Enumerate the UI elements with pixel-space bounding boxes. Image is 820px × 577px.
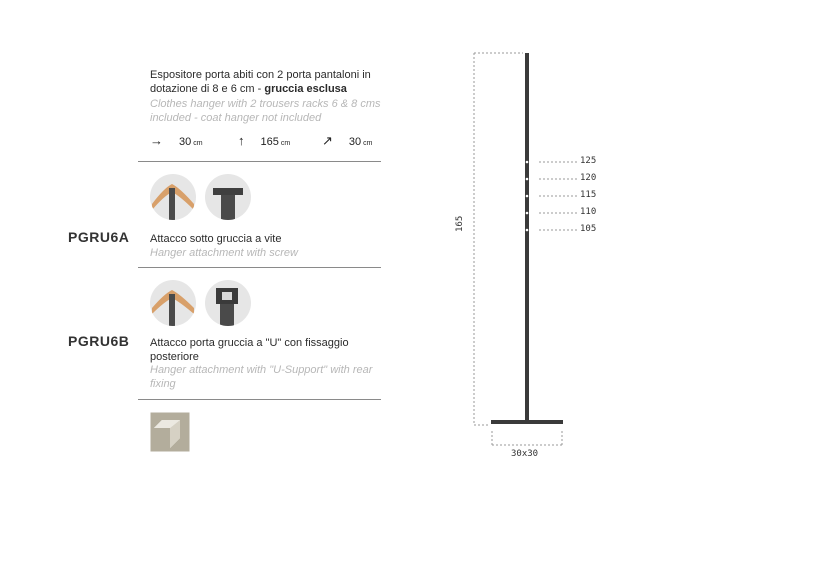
dimension-height-unit: cm: [280, 140, 291, 147]
dimension-depth-value: 30: [348, 136, 362, 148]
dimension-width-value: 30: [179, 136, 192, 148]
technical-drawing: [455, 45, 605, 465]
pole: [525, 53, 529, 421]
variant-b-italian: Attacco porta gruccia a "U" con fissaggio posteriore: [150, 337, 349, 363]
finish-swatch-icon: [150, 412, 190, 452]
divider-3: [138, 399, 381, 400]
dimension-width-unit: cm: [193, 140, 203, 147]
base-label: 30x30: [511, 449, 539, 459]
dimension-depth: [322, 133, 373, 149]
level-markers: [526, 161, 579, 232]
dimension-height-value: 165: [260, 136, 279, 148]
description-italian-bold: gruccia esclusa: [264, 83, 347, 95]
description-italian: [150, 68, 385, 96]
variant-a-english: Hanger attachment with screw: [150, 247, 298, 259]
level-label: 125: [580, 156, 597, 166]
wooden-hanger-icon: [150, 280, 196, 326]
level-label: 110: [580, 207, 597, 217]
level-dot: [526, 212, 529, 215]
base: [491, 420, 563, 424]
level-label: 105: [580, 224, 597, 234]
variant-a-italian: Attacco sotto gruccia a vite: [150, 233, 282, 245]
dimension-width: [150, 133, 203, 148]
description-italian-text: Espositore porta abiti con 2 porta pantaloni in dotazione di 8 e 6 cm -: [150, 69, 371, 95]
screw-mount-icon: [205, 174, 251, 220]
dimension-depth-unit: cm: [363, 140, 373, 147]
variant-b-english: Hanger attachment with "U-Support" with rear fixing: [150, 364, 373, 390]
level-dot: [526, 161, 529, 164]
hanger-wood-thumbnail-b: [150, 280, 196, 326]
divider-2: [138, 267, 381, 268]
wooden-hanger-icon: [150, 174, 196, 220]
hanger-wood-thumbnail-a: [150, 174, 196, 220]
level-dot: [526, 195, 529, 198]
variant-code-a: PGRU6A: [68, 229, 130, 245]
dimension-height: [238, 133, 290, 148]
u-support-icon: [205, 280, 251, 326]
level-label: 115: [580, 190, 597, 200]
divider-1: [138, 161, 381, 162]
variant-code-b: PGRU6B: [68, 333, 130, 349]
arrow-up-icon: ↑: [238, 133, 245, 148]
description-english: Clothes hanger with 2 trousers racks 6 & 8 cms included - coat hanger not included: [150, 98, 381, 124]
arrow-right-icon: →: [150, 133, 163, 148]
dimensions-row: [150, 133, 380, 151]
screw-attachment-thumbnail: [205, 174, 251, 220]
height-label: 165: [455, 215, 465, 232]
level-label: 120: [580, 173, 597, 183]
level-dot: [526, 229, 529, 232]
arrow-diagonal-icon: ↗: [322, 133, 333, 148]
u-support-thumbnail: [205, 280, 251, 326]
level-dot: [526, 178, 529, 181]
